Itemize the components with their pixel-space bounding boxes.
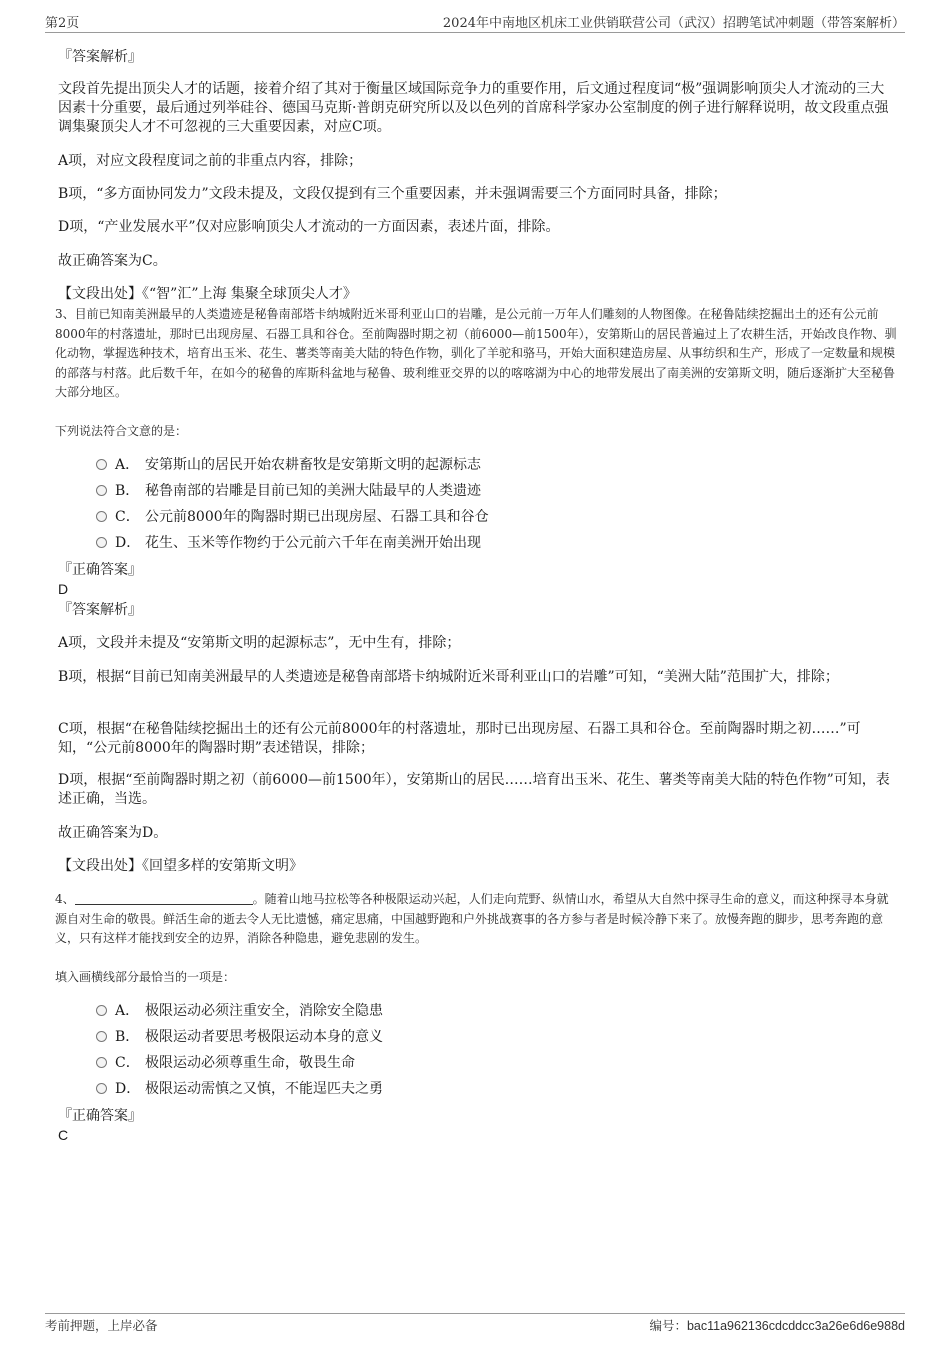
conclusion: 故正确答案为D。: [58, 825, 168, 841]
analysis-option-c: C项，根据“在秘鲁陆续挖掘出土的还有公元前8000年的村落遗址，那时已出现房屋、石器工具和谷仓。至前陶器时期之初……”可知，“公元前8000年的陶器时期”表述错误，排除；: [58, 721, 861, 756]
footer-slogan: 考前押题，上岸必备: [45, 1318, 158, 1333]
radio-icon[interactable]: [96, 1057, 107, 1068]
radio-icon[interactable]: [96, 459, 107, 470]
question-4-option-b[interactable]: B． 极限运动者要思考极限运动本身的意义: [96, 1027, 383, 1047]
conclusion: 故正确答案为C。: [58, 253, 167, 269]
radio-icon[interactable]: [96, 537, 107, 548]
radio-icon[interactable]: [96, 511, 107, 522]
question-3-option-b[interactable]: B． 秘鲁南部的岩雕是目前已知的美洲大陆最早的人类遗迹: [96, 481, 481, 501]
page-number: 第2页: [45, 16, 80, 31]
analysis-option-b: B项，根据“目前已知南美洲最早的人类遗迹是秘鲁南部塔卡纳城附近米哥利亚山口的岩雕”可知，“美洲大陆”范围扩大，排除；: [58, 669, 839, 685]
question-3-passage: 3、目前已知南美洲最早的人类遗迹是秘鲁南部塔卡纳城附近米哥利亚山口的岩雕，是公元前一万年人们雕刻的人物图像。在秘鲁陆续挖掘出土的还有公元前8000年的村落遗址，那时已出现房屋、石器工具和谷仓。至前陶器时期之初（前6000—前1500年），安第斯山的居民普遍过上了农耕生活，开始改良作物、驯化动物，掌握选种技术，培育出玉米、花生、薯类等南美大陆的特色作物，驯化了羊驼和骆马，开始大面积建造房屋、从事纺织和生产，形成了一定数量和规模的部落与村落。此后数千年，在如今的秘鲁的库斯科盆地与秘鲁、玻利维亚交界的以的喀喀湖为中心的地带发展出了南美洲的安第斯文明，随后逐渐扩大至秘鲁大部分地区。: [55, 307, 897, 399]
analysis-option-a: A项，对应文段程度词之前的非重点内容，排除；: [58, 153, 363, 169]
question-4-option-d[interactable]: D． 极限运动需慎之又慎，不能逞匹夫之勇: [96, 1079, 383, 1099]
source: 【文段出处】《回望多样的安第斯文明》: [58, 858, 303, 874]
fill-in-blank: [75, 892, 253, 905]
correct-answer-label: 『正确答案』: [58, 1108, 142, 1124]
correct-answer: C: [58, 1127, 69, 1143]
question-3-prompt: 下列说法符合文意的是：: [55, 424, 188, 438]
radio-icon[interactable]: [96, 1083, 107, 1094]
document-title: 2024年中南地区机床工业供销联营公司（武汉）招聘笔试冲刺题（带答案解析）: [442, 16, 905, 31]
analysis-option-a: A项，文段并未提及“安第斯文明的起源标志”，无中生有，排除；: [58, 635, 461, 651]
page-header: [45, 10, 905, 33]
analysis-text: 文段首先提出顶尖人才的话题，接着介绍了其对于衡量区域国际竞争力的重要作用，后文通过程度词“极”强调影响顶尖人才流动的三大因素十分重要，最后通过列举硅谷、德国马克斯·普朗克研究所以及以色列的首席科学家办公室制度的例子进行解释说明，故文段重点强调集聚顶尖人才不可忽视的三大重要因素，对应C项。: [58, 81, 889, 135]
source: 【文段出处】《“智”汇”上海 集聚全球顶尖人才》: [58, 286, 357, 302]
question-4-option-a[interactable]: A． 极限运动必须注重安全，消除安全隐患: [96, 1001, 383, 1021]
analysis-label: 『答案解析』: [58, 602, 142, 618]
question-3-option-a[interactable]: A． 安第斯山的居民开始农耕畜牧是安第斯文明的起源标志: [96, 455, 481, 475]
analysis-option-b: B项，“多方面协同发力”文段未提及，文段仅提到有三个重要因素，并未强调需要三个方面同时具备，排除；: [58, 186, 727, 202]
analysis-label: 『答案解析』: [58, 49, 142, 65]
analysis-option-d: D项，“产业发展水平”仅对应影响顶尖人才流动的一方面因素，表述片面，排除。: [58, 219, 560, 235]
question-3-option-c[interactable]: C． 公元前8000年的陶器时期已出现房屋、石器工具和谷仓: [96, 507, 489, 527]
page-footer: [45, 1313, 905, 1338]
question-4-option-c[interactable]: C． 极限运动必须尊重生命，敬畏生命: [96, 1053, 355, 1073]
question-4-passage: 4、 。随着山地马拉松等各种极限运动兴起，人们走向荒野、纵情山水，希望从大自然中探寻生命的意义，而这种探寻本身就源自对生命的敬畏。鲜活生命的逝去令人无比遗憾，痛定思痛，中国越野跑和户外挑战赛事的各方参与者是时候冷静下来了。放慢奔跑的脚步，思考奔跑的意义，只有这样才能找到安全的边界，消除各种隐患，避免悲剧的发生。: [55, 892, 889, 945]
document-code: 编号：bac11a962136cdcddcc3a26e6d6e988d: [649, 1318, 905, 1333]
radio-icon[interactable]: [96, 485, 107, 496]
correct-answer-label: 『正确答案』: [58, 562, 142, 578]
radio-icon[interactable]: [96, 1031, 107, 1042]
radio-icon[interactable]: [96, 1005, 107, 1016]
analysis-option-d: D项，根据“至前陶器时期之初（前6000—前1500年），安第斯山的居民……培育出玉米、花生、薯类等南美大陆的特色作物”可知，表述正确，当选。: [58, 772, 890, 807]
correct-answer: D: [58, 581, 69, 597]
question-4-prompt: 填入画横线部分最恰当的一项是：: [55, 970, 236, 984]
question-3-option-d[interactable]: D． 花生、玉米等作物约于公元前六千年在南美洲开始出现: [96, 533, 481, 553]
